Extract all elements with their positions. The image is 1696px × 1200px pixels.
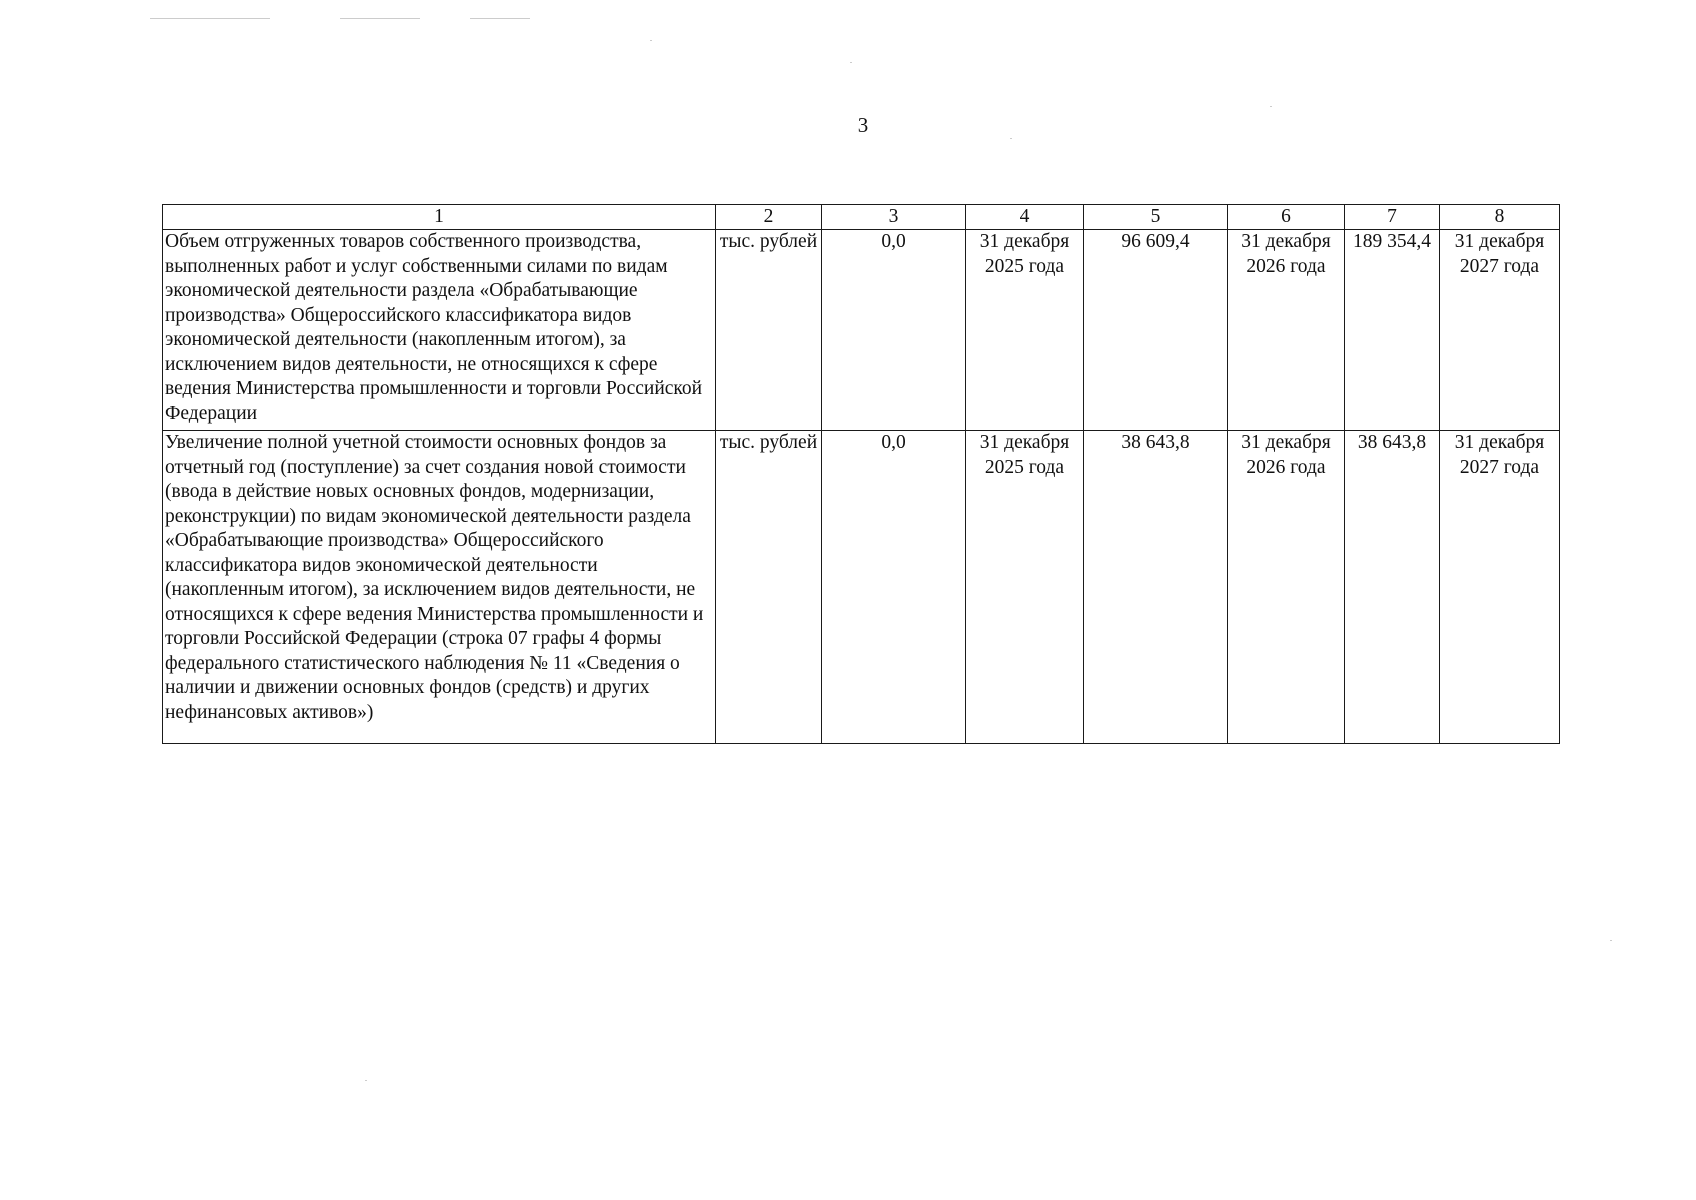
- value-cell: 38 643,8: [1084, 431, 1228, 744]
- indicator-name-cell: Объем отгруженных товаров собственного производства, выполненных работ и услуг собственными силами по видам экономической деятельности раздела «Обрабатывающие производства» Общероссийского классификатора видов экономической деятельности (накопленным итогом), за исключением видов деятельности, не относящихся к сфере ведения Министерства промышленности и торговли Российской Федерации: [163, 230, 716, 431]
- base-value-cell: 0,0: [822, 230, 966, 431]
- column-number-header: 5: [1084, 205, 1228, 230]
- page-number: 3: [857, 113, 869, 137]
- scan-speck: [1610, 940, 1612, 941]
- table-row: [163, 230, 1560, 431]
- scan-speck: [470, 18, 530, 19]
- date-cell: 31 декабря 2027 года: [1440, 230, 1560, 431]
- date-cell: 31 декабря 2025 года: [966, 431, 1084, 744]
- column-number-header: 7: [1345, 205, 1440, 230]
- indicators-table: [162, 204, 1560, 744]
- column-number-header: 2: [716, 205, 822, 230]
- unit-cell: тыс. рублей: [716, 431, 822, 744]
- table-row: [163, 431, 1560, 744]
- indicator-name-cell: Увеличение полной учетной стоимости основных фондов за отчетный год (поступление) за счет создания новой стоимости (ввода в действие новых основных фондов, модернизации, реконструкции) по видам экономической деятельности раздела «Обрабатывающие производства» Общероссийского классификатора видов экономической деятельности (накопленным итогом), за исключением видов деятельности, не относящихся к сфере ведения Министерства промышленности и торговли Российской Федерации (строка 07 графы 4 формы федерального статистического наблюдения № 11 «Сведения о наличии и движении основных фондов (средств) и других нефинансовых активов»): [163, 431, 716, 744]
- column-number-header: 3: [822, 205, 966, 230]
- scan-speck: [1010, 138, 1012, 139]
- column-number-header: 4: [966, 205, 1084, 230]
- scan-speck: [650, 40, 652, 41]
- column-number-header: 6: [1228, 205, 1345, 230]
- scan-speck: [1270, 106, 1272, 107]
- value-cell: 189 354,4: [1345, 230, 1440, 431]
- table-header-row: [163, 205, 1560, 230]
- column-number-header: 1: [163, 205, 716, 230]
- scan-speck: [365, 1080, 367, 1081]
- value-cell: 96 609,4: [1084, 230, 1228, 431]
- column-number-header: 8: [1440, 205, 1560, 230]
- date-cell: 31 декабря 2027 года: [1440, 431, 1560, 744]
- date-cell: 31 декабря 2026 года: [1228, 431, 1345, 744]
- date-cell: 31 декабря 2026 года: [1228, 230, 1345, 431]
- scan-speck: [340, 18, 420, 19]
- scan-speck: [150, 18, 270, 19]
- base-value-cell: 0,0: [822, 431, 966, 744]
- scan-speck: [850, 62, 852, 63]
- date-cell: 31 декабря 2025 года: [966, 230, 1084, 431]
- unit-cell: тыс. рублей: [716, 230, 822, 431]
- value-cell: 38 643,8: [1345, 431, 1440, 744]
